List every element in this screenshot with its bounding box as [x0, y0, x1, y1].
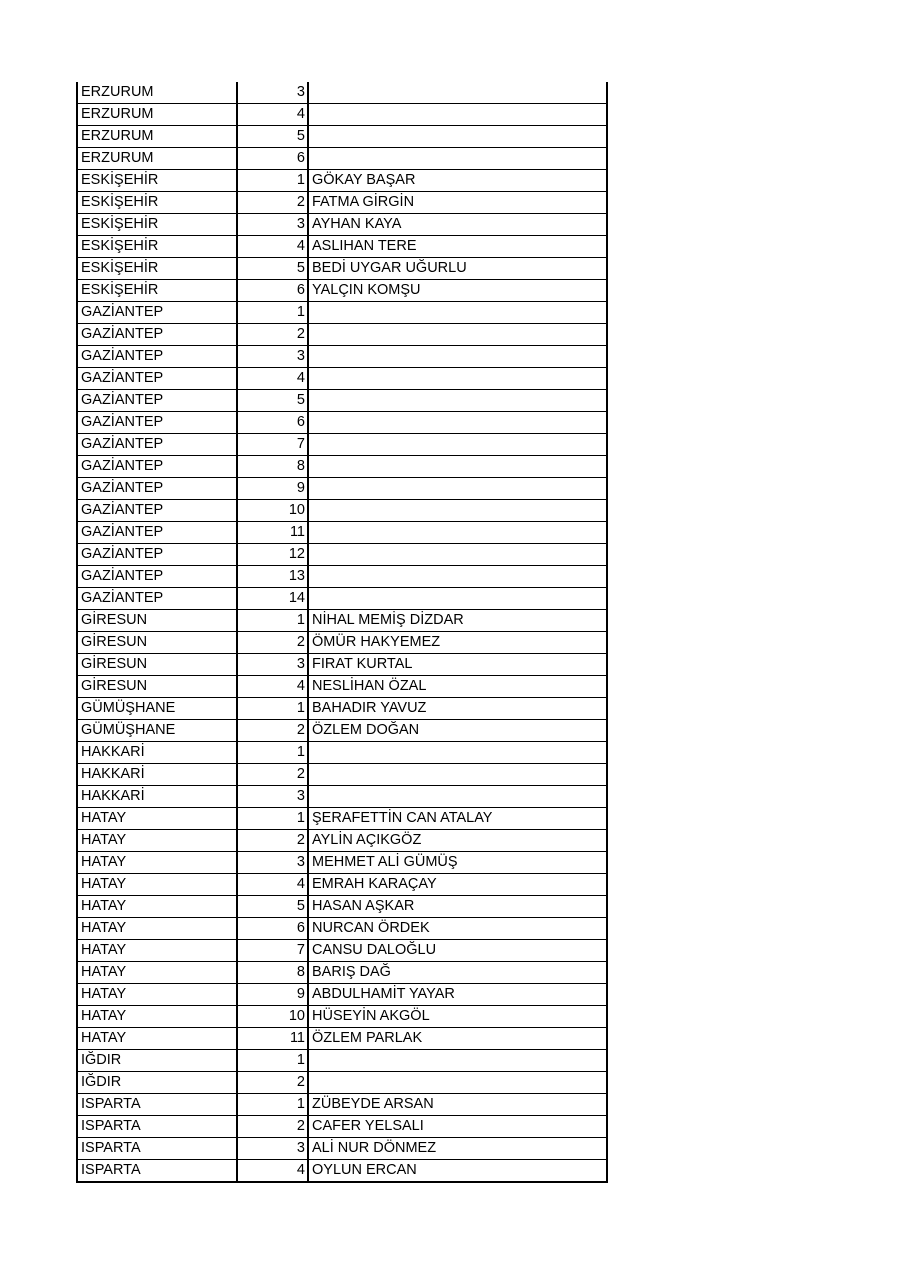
name-cell: CANSU DALOĞLU: [308, 940, 607, 962]
province-cell: HATAY: [77, 984, 237, 1006]
province-cell: GAZİANTEP: [77, 324, 237, 346]
table-row: [77, 522, 607, 544]
table-row: [77, 126, 607, 148]
name-cell: [308, 500, 607, 522]
number-cell: 14: [237, 588, 308, 610]
number-cell: 3: [237, 786, 308, 808]
name-cell: [308, 764, 607, 786]
table-row: [77, 808, 607, 830]
table-body: [77, 82, 607, 1182]
table-row: [77, 434, 607, 456]
name-cell: ZÜBEYDE ARSAN: [308, 1094, 607, 1116]
number-cell: 1: [237, 698, 308, 720]
name-cell: AYLİN AÇIKGÖZ: [308, 830, 607, 852]
name-cell: [308, 368, 607, 390]
number-cell: 1: [237, 808, 308, 830]
name-cell: BEDİ UYGAR UĞURLU: [308, 258, 607, 280]
name-cell: HÜSEYİN AKGÖL: [308, 1006, 607, 1028]
number-cell: 3: [237, 852, 308, 874]
number-cell: 2: [237, 1116, 308, 1138]
number-cell: 9: [237, 984, 308, 1006]
name-cell: YALÇIN KOMŞU: [308, 280, 607, 302]
province-cell: HATAY: [77, 874, 237, 896]
name-cell: NİHAL MEMİŞ DİZDAR: [308, 610, 607, 632]
number-cell: 5: [237, 258, 308, 280]
number-cell: 1: [237, 1050, 308, 1072]
number-cell: 4: [237, 368, 308, 390]
table-row: [77, 588, 607, 610]
number-cell: 2: [237, 632, 308, 654]
table-row: [77, 1094, 607, 1116]
province-cell: GAZİANTEP: [77, 434, 237, 456]
number-cell: 4: [237, 676, 308, 698]
province-cell: HATAY: [77, 1028, 237, 1050]
province-cell: GAZİANTEP: [77, 412, 237, 434]
province-cell: GÜMÜŞHANE: [77, 698, 237, 720]
name-cell: EMRAH KARAÇAY: [308, 874, 607, 896]
table-row: [77, 104, 607, 126]
province-cell: ESKİŞEHİR: [77, 192, 237, 214]
number-cell: 2: [237, 720, 308, 742]
number-cell: 11: [237, 1028, 308, 1050]
number-cell: 8: [237, 456, 308, 478]
table-row: [77, 390, 607, 412]
name-cell: ABDULHAMİT YAYAR: [308, 984, 607, 1006]
province-cell: GAZİANTEP: [77, 478, 237, 500]
number-cell: 2: [237, 192, 308, 214]
number-cell: 6: [237, 412, 308, 434]
number-cell: 1: [237, 742, 308, 764]
province-cell: GAZİANTEP: [77, 500, 237, 522]
province-cell: ESKİŞEHİR: [77, 214, 237, 236]
province-cell: ESKİŞEHİR: [77, 280, 237, 302]
number-cell: 4: [237, 874, 308, 896]
number-cell: 4: [237, 1160, 308, 1183]
name-cell: HASAN AŞKAR: [308, 896, 607, 918]
province-cell: GAZİANTEP: [77, 522, 237, 544]
name-cell: [308, 148, 607, 170]
number-cell: 8: [237, 962, 308, 984]
table-row: [77, 632, 607, 654]
table-row: [77, 302, 607, 324]
name-cell: CAFER YELSALI: [308, 1116, 607, 1138]
province-cell: ESKİŞEHİR: [77, 170, 237, 192]
table-row: [77, 544, 607, 566]
name-cell: [308, 1072, 607, 1094]
name-cell: [308, 434, 607, 456]
table-row: [77, 214, 607, 236]
province-cell: ISPARTA: [77, 1094, 237, 1116]
name-cell: [308, 302, 607, 324]
table-row: [77, 1160, 607, 1183]
province-cell: GAZİANTEP: [77, 566, 237, 588]
table-row: [77, 984, 607, 1006]
number-cell: 1: [237, 302, 308, 324]
number-cell: 3: [237, 214, 308, 236]
province-cell: ISPARTA: [77, 1160, 237, 1183]
province-cell: GİRESUN: [77, 632, 237, 654]
name-cell: AYHAN KAYA: [308, 214, 607, 236]
table-row: [77, 742, 607, 764]
table-row: [77, 500, 607, 522]
number-cell: 11: [237, 522, 308, 544]
province-cell: HAKKARİ: [77, 742, 237, 764]
province-cell: GAZİANTEP: [77, 346, 237, 368]
table-row: [77, 764, 607, 786]
spreadsheet-table: [76, 82, 608, 1183]
province-cell: HATAY: [77, 1006, 237, 1028]
table-row: [77, 940, 607, 962]
name-cell: BARIŞ DAĞ: [308, 962, 607, 984]
number-cell: 10: [237, 500, 308, 522]
name-cell: ŞERAFETTİN CAN ATALAY: [308, 808, 607, 830]
province-cell: HAKKARİ: [77, 764, 237, 786]
number-cell: 3: [237, 82, 308, 104]
province-cell: GAZİANTEP: [77, 390, 237, 412]
table-row: [77, 786, 607, 808]
table-row: [77, 456, 607, 478]
name-cell: [308, 786, 607, 808]
name-cell: [308, 456, 607, 478]
province-cell: IĞDIR: [77, 1050, 237, 1072]
name-cell: [308, 522, 607, 544]
province-cell: GİRESUN: [77, 654, 237, 676]
name-cell: NESLİHAN ÖZAL: [308, 676, 607, 698]
number-cell: 2: [237, 1072, 308, 1094]
name-cell: [308, 742, 607, 764]
table-row: [77, 852, 607, 874]
table-row: [77, 1116, 607, 1138]
name-cell: [308, 544, 607, 566]
name-cell: NURCAN ÖRDEK: [308, 918, 607, 940]
table-row: [77, 1050, 607, 1072]
number-cell: 2: [237, 830, 308, 852]
name-cell: [308, 126, 607, 148]
name-cell: [308, 324, 607, 346]
number-cell: 2: [237, 764, 308, 786]
number-cell: 1: [237, 610, 308, 632]
number-cell: 3: [237, 654, 308, 676]
name-cell: BAHADIR YAVUZ: [308, 698, 607, 720]
number-cell: 13: [237, 566, 308, 588]
province-cell: HATAY: [77, 962, 237, 984]
name-cell: MEHMET ALİ GÜMÜŞ: [308, 852, 607, 874]
table-row: [77, 236, 607, 258]
name-cell: FIRAT KURTAL: [308, 654, 607, 676]
table-row: [77, 412, 607, 434]
province-cell: ISPARTA: [77, 1116, 237, 1138]
number-cell: 3: [237, 1138, 308, 1160]
name-cell: [308, 412, 607, 434]
province-cell: GAZİANTEP: [77, 302, 237, 324]
province-cell: GAZİANTEP: [77, 368, 237, 390]
name-cell: [308, 566, 607, 588]
number-cell: 4: [237, 236, 308, 258]
table-row: [77, 830, 607, 852]
table-row: [77, 478, 607, 500]
name-cell: ALİ NUR DÖNMEZ: [308, 1138, 607, 1160]
table-row: [77, 258, 607, 280]
number-cell: 10: [237, 1006, 308, 1028]
name-cell: OYLUN ERCAN: [308, 1160, 607, 1183]
province-cell: HATAY: [77, 830, 237, 852]
province-cell: HATAY: [77, 896, 237, 918]
province-cell: ERZURUM: [77, 104, 237, 126]
table-row: [77, 962, 607, 984]
number-cell: 6: [237, 148, 308, 170]
number-cell: 1: [237, 1094, 308, 1116]
province-cell: GİRESUN: [77, 676, 237, 698]
table-row: [77, 610, 607, 632]
province-cell: GAZİANTEP: [77, 588, 237, 610]
number-cell: 4: [237, 104, 308, 126]
number-cell: 3: [237, 346, 308, 368]
table-row: [77, 874, 607, 896]
province-cell: HAKKARİ: [77, 786, 237, 808]
name-cell: [308, 478, 607, 500]
province-cell: ESKİŞEHİR: [77, 236, 237, 258]
table-row: [77, 654, 607, 676]
province-cell: HATAY: [77, 940, 237, 962]
number-cell: 2: [237, 324, 308, 346]
table-row: [77, 1006, 607, 1028]
table-row: [77, 148, 607, 170]
table-row: [77, 720, 607, 742]
table-row: [77, 346, 607, 368]
number-cell: 5: [237, 896, 308, 918]
table-row: [77, 280, 607, 302]
table-row: [77, 896, 607, 918]
number-cell: 7: [237, 434, 308, 456]
province-cell: GİRESUN: [77, 610, 237, 632]
table-row: [77, 368, 607, 390]
name-cell: ÖZLEM PARLAK: [308, 1028, 607, 1050]
province-cell: ERZURUM: [77, 126, 237, 148]
table-row: [77, 1028, 607, 1050]
province-cell: GAZİANTEP: [77, 544, 237, 566]
name-cell: [308, 1050, 607, 1072]
table-row: [77, 324, 607, 346]
province-cell: IĞDIR: [77, 1072, 237, 1094]
table-row: [77, 82, 607, 104]
number-cell: 7: [237, 940, 308, 962]
number-cell: 5: [237, 126, 308, 148]
name-cell: GÖKAY BAŞAR: [308, 170, 607, 192]
province-cell: GÜMÜŞHANE: [77, 720, 237, 742]
province-cell: HATAY: [77, 808, 237, 830]
name-cell: [308, 588, 607, 610]
table-row: [77, 676, 607, 698]
name-cell: ÖZLEM DOĞAN: [308, 720, 607, 742]
name-cell: ASLIHAN TERE: [308, 236, 607, 258]
table-row: [77, 566, 607, 588]
province-cell: HATAY: [77, 852, 237, 874]
table-row: [77, 698, 607, 720]
province-cell: ERZURUM: [77, 82, 237, 104]
number-cell: 6: [237, 280, 308, 302]
number-cell: 1: [237, 170, 308, 192]
province-cell: ISPARTA: [77, 1138, 237, 1160]
name-cell: ÖMÜR HAKYEMEZ: [308, 632, 607, 654]
name-cell: [308, 346, 607, 368]
table-row: [77, 192, 607, 214]
table-row: [77, 170, 607, 192]
name-cell: [308, 104, 607, 126]
number-cell: 5: [237, 390, 308, 412]
table-row: [77, 918, 607, 940]
name-cell: [308, 82, 607, 104]
number-cell: 9: [237, 478, 308, 500]
province-cell: GAZİANTEP: [77, 456, 237, 478]
number-cell: 12: [237, 544, 308, 566]
table-row: [77, 1138, 607, 1160]
province-cell: HATAY: [77, 918, 237, 940]
province-cell: ERZURUM: [77, 148, 237, 170]
province-cell: ESKİŞEHİR: [77, 258, 237, 280]
name-cell: FATMA GİRGİN: [308, 192, 607, 214]
table-row: [77, 1072, 607, 1094]
name-cell: [308, 390, 607, 412]
number-cell: 6: [237, 918, 308, 940]
